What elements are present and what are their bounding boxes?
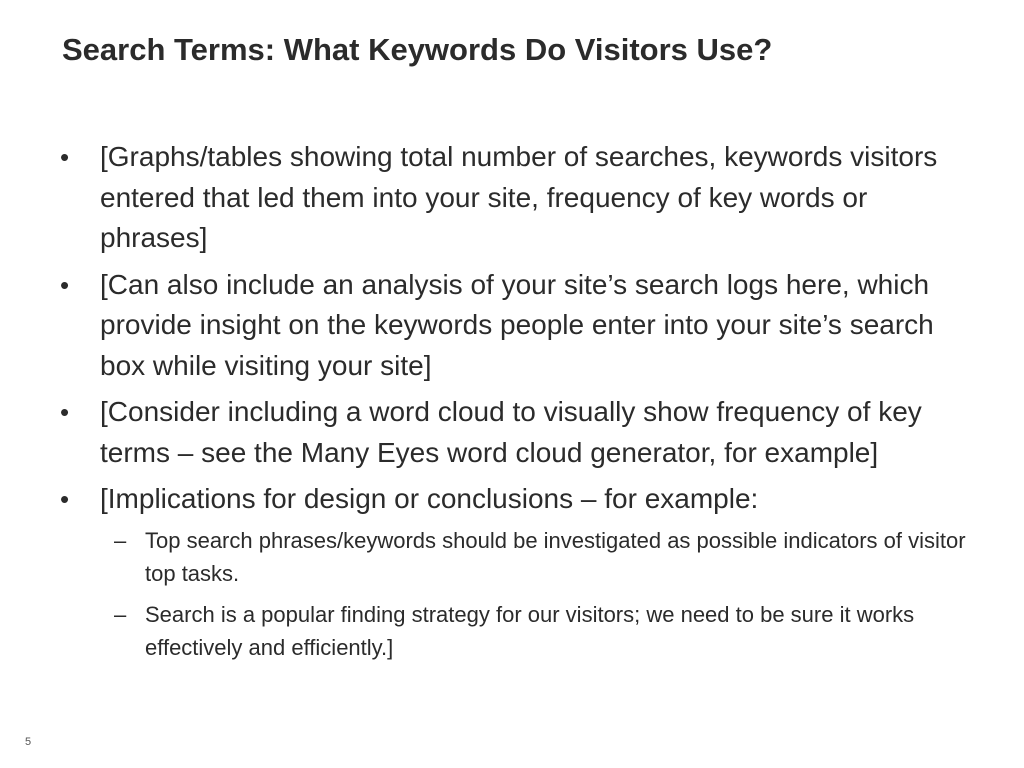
sub-bullet-list [100,524,978,664]
bullet-dot-icon: • [60,142,70,172]
slide-title: Search Terms: What Keywords Do Visitors Use? [62,32,773,67]
bullet-text: [Can also include an analysis of your site’s search logs here, which provide insight on the keywords people enter into your site’s search box while visiting your site] [100,268,934,381]
bullet-dot-icon: • [60,269,70,300]
bullet-text: [Graphs/tables showing total number of searches, keywords visitors entered that led them into your site, frequency of key words or phrases] [100,141,938,253]
bullet-text: [Consider including a word cloud to visually show frequency of key terms – see the Many Eyes word cloud generator, for example] [100,396,922,468]
bullet-list [58,137,978,672]
bullet-dot-icon: • [60,484,70,514]
sub-bullet-item [100,524,978,590]
bullet-dot-icon: • [60,397,70,427]
bullet-item [58,137,978,259]
bullet-text: [Implications for design or conclusions – for example: [100,483,759,514]
dash-icon: – [114,527,127,553]
bullet-item [58,392,978,473]
sub-bullet-item [100,598,978,664]
sub-bullet-text: Top search phrases/keywords should be investigated as possible indicators of visitor top tasks. [145,527,966,586]
page-number: 5 [25,736,32,748]
bullet-item [58,265,978,387]
dash-icon: – [114,601,127,627]
bullet-item [58,479,978,664]
sub-bullet-text: Search is a popular finding strategy for our visitors; we need to be sure it works effectively and efficiently.] [145,601,915,660]
